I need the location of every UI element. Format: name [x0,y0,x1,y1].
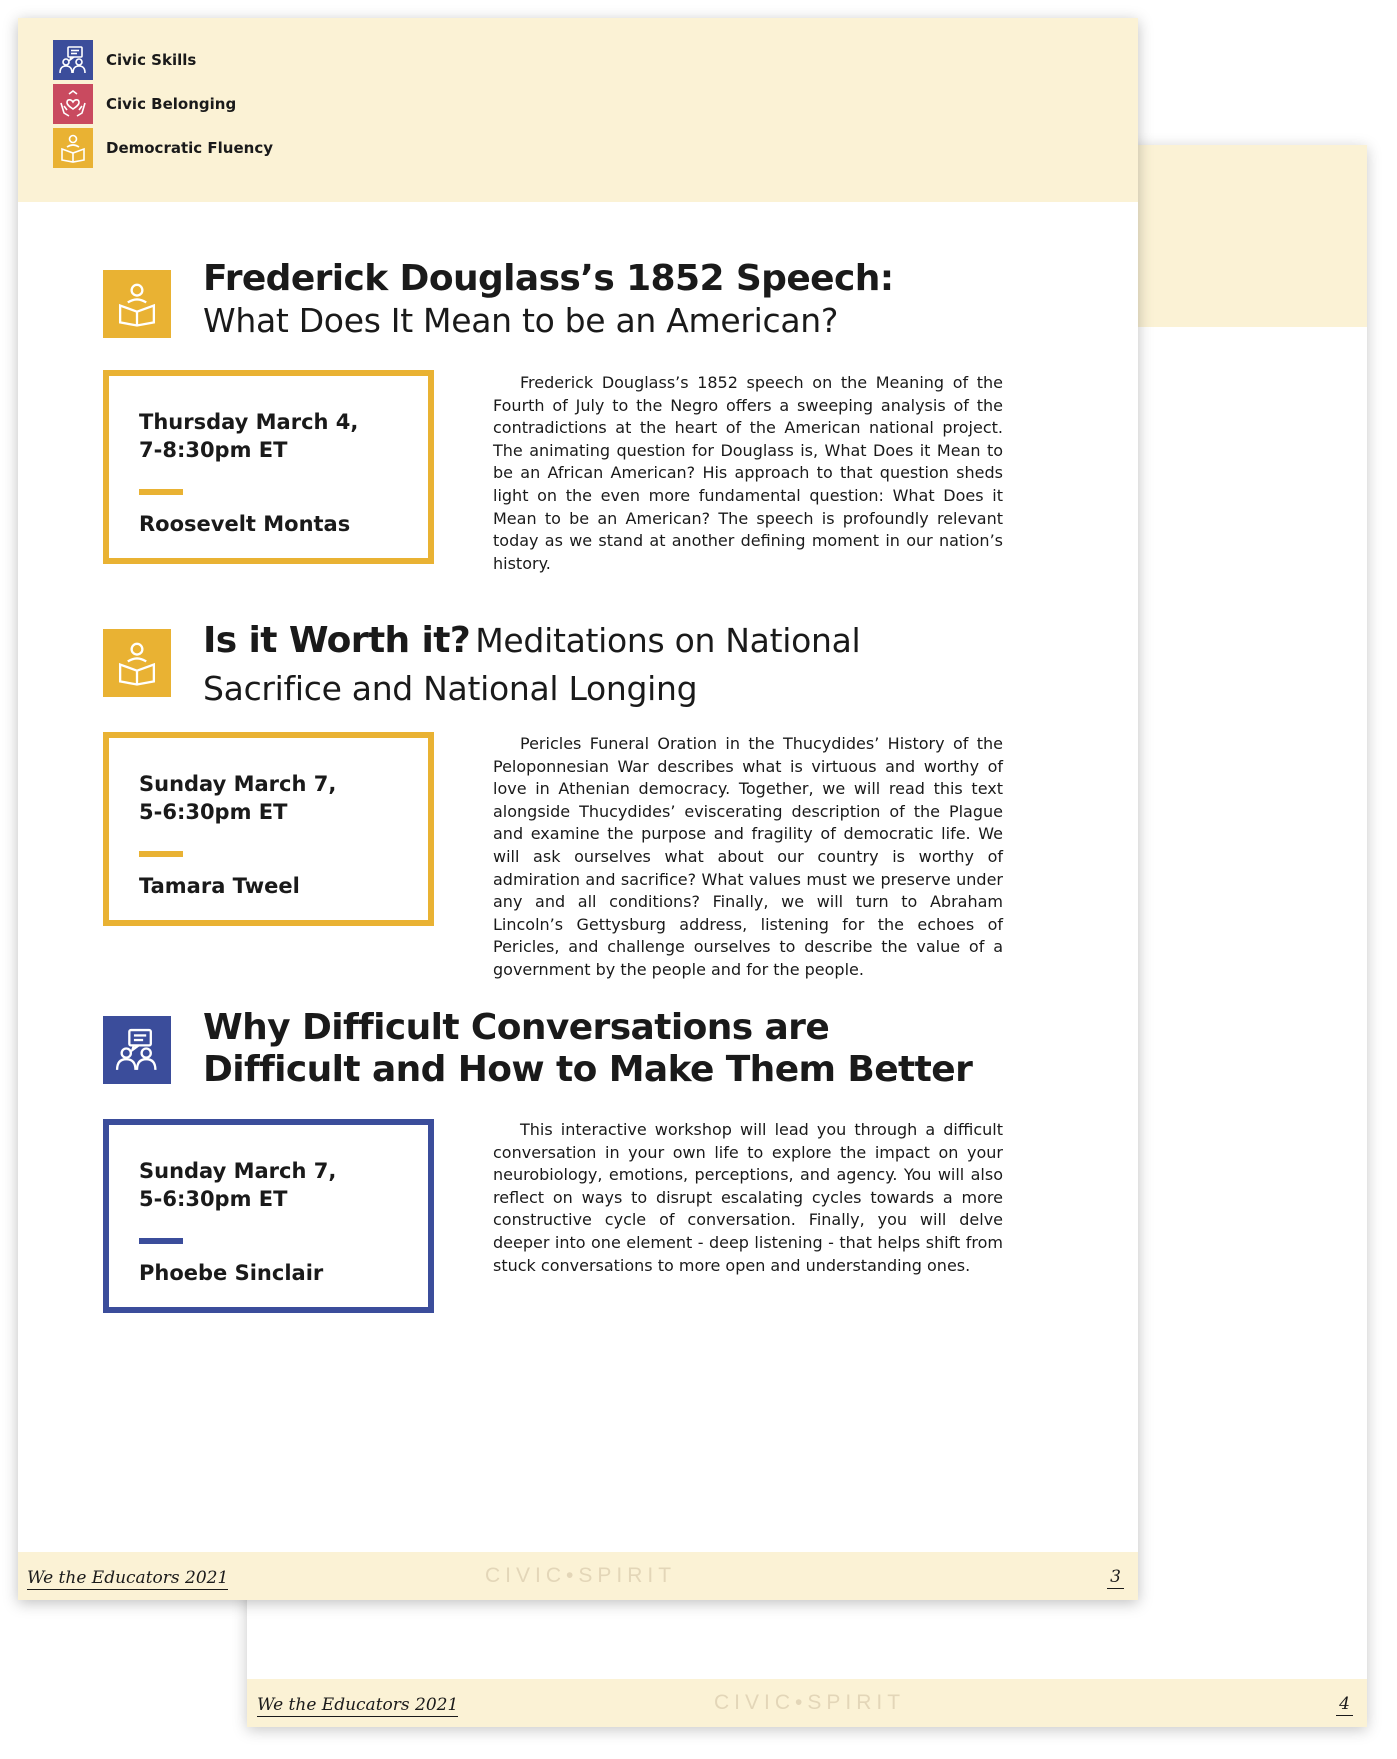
footer-publication-text: We the Educators 2021 [27,1568,229,1588]
session-2-title [203,620,983,710]
page-4-number: 4 [1336,1694,1353,1716]
session-time-line: 5-6:30pm ET [139,800,288,824]
session-time-line: 7-8:30pm ET [139,438,288,462]
session-date-line: Thursday March 4, [139,410,359,434]
civic-skills-icon [103,1016,171,1084]
divider [139,851,183,857]
session-title-bold: Is it Worth it? [203,620,471,661]
democratic-fluency-icon [53,128,93,168]
legend-label: Civic Skills [106,51,197,69]
session-2-info-box [103,732,434,926]
session-3-description: This interactive workshop will lead you through a difficult conversation in your own life to explore the impact on your neurobiology, emotions, perceptions, and agency. You will also reflect on ways to disrupt escalating cycles towards a more constructive cycle of conversation. Finally, you will delve deeper into one element - deep listening - that helps shift from stuck conversations to more open and understanding ones. [493,1120,1003,1275]
democratic-fluency-icon [103,629,171,697]
session-date [139,1157,336,1213]
page-3 [18,18,1138,1600]
civic-skills-icon [53,40,93,80]
session-date-line: Sunday March 7, [139,1159,337,1183]
page-3-footer-logo: CIVIC•SPIRIT [485,1564,677,1587]
session-date-line: Sunday March 7, [139,772,337,796]
legend-item-civic-belonging [53,84,236,124]
session-speaker: Roosevelt Montas [139,512,351,536]
session-title-light: Meditations on National [475,621,861,660]
session-1-description: Frederick Douglass’s 1852 speech on the Meaning of the Fourth of July to the Negro offers a sweeping analysis of the contradictions at the heart of the American national project. The animating question for Douglass is, What Does it Mean to be an African American? His approach to that question sheds light on the even more fundamental question: What Does it Mean to be an American? The speech is profoundly relevant today as we stand at another defining moment in our nation’s history. [493,373,1003,573]
democratic-fluency-icon [103,270,171,338]
session-2-description: Pericles Funeral Oration in the Thucydides’ History of the Peloponnesian War describes what is virtuous and worthy of love in Athenian democracy. Together, we will read this text alongside Thucydides’ eviscerating description of the Plague and examine the purpose and fragility of democratic life. We will ask ourselves what about our country is worthy of admiration and sacrifice? What values must we preserve under any and all conditions? Finally, we will turn to Abraham Lincoln’s Gettysburg address, listening for the echoes of Pericles, and challenge ourselves to describe the value of a government by the people and for the people. [493,734,1003,979]
session-date [139,408,358,464]
legend-label: Civic Belonging [106,95,237,113]
session-speaker: Phoebe Sinclair [139,1261,324,1285]
session-title-bold: Frederick Douglass’s 1852 Speech: [203,258,894,299]
legend-item-civic-skills [53,40,196,80]
legend-item-democratic-fluency [53,128,273,168]
legend-label: Democratic Fluency [106,139,273,157]
session-date [139,770,336,826]
page-3-number: 3 [1107,1567,1124,1589]
session-1-info-box [103,370,434,564]
session-speaker: Tamara Tweel [139,874,300,898]
session-title-light: Sacrifice and National Longing [203,669,698,708]
session-1-title [203,258,983,342]
session-3-info-box [103,1119,434,1313]
session-title-bold: Why Difficult Conversations are [203,1007,830,1048]
civic-belonging-icon [53,84,93,124]
session-title-bold: Difficult and How to Make Them Better [203,1049,973,1090]
page-4-footer-logo: CIVIC•SPIRIT [714,1691,906,1714]
session-time-line: 5-6:30pm ET [139,1187,288,1211]
page-3-footer-publication [27,1568,228,1588]
session-3-title [203,1007,983,1091]
footer-publication-text: We the Educators 2021 [257,1695,459,1715]
session-title-light: What Does It Mean to be an American? [203,301,839,340]
divider [139,489,183,495]
divider [139,1238,183,1244]
page-4-footer-publication [257,1695,458,1715]
